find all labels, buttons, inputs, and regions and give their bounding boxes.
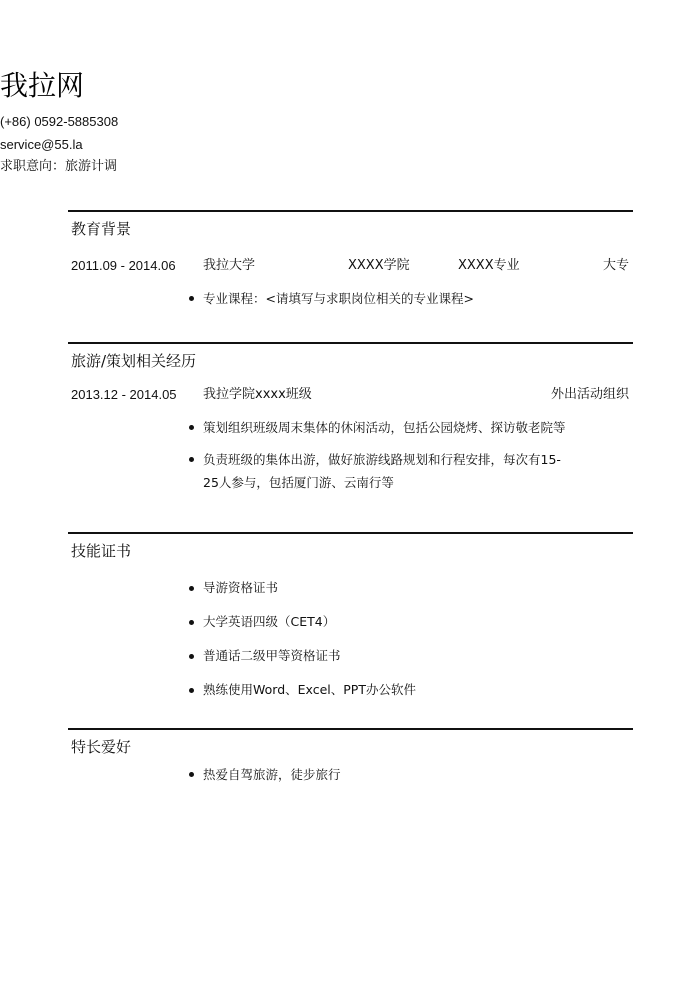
experience-bullets (187, 416, 627, 494)
section-divider (68, 342, 633, 344)
skills-bullets (187, 571, 627, 707)
section-divider (68, 532, 633, 534)
list-item: 大学英语四级（CET4） (187, 605, 627, 639)
email-address: service@55.la (0, 137, 83, 152)
hobbies-section (68, 728, 633, 808)
education-section (68, 210, 633, 330)
candidate-name: 我拉网 (0, 69, 85, 102)
section-divider (68, 210, 633, 212)
list-item: 策划组织班级周末集体的休闲活动，包括公园烧烤、探访敬老院等 (187, 416, 627, 439)
list-item: 专业课程：<请填写与求职岗位相关的专业课程> (187, 287, 627, 310)
education-title: 教育背景 (71, 220, 132, 238)
experience-date: 2013.12 - 2014.05 (71, 387, 177, 402)
list-item: 普通话二级甲等资格证书 (187, 639, 627, 673)
role-title: 外出活动组织 (550, 387, 629, 402)
hobbies-title: 特长爱好 (71, 738, 132, 756)
phone-number: (+86) 0592-5885308 (0, 114, 119, 129)
major-name: XXXX专业 (458, 258, 520, 273)
list-item: 熟练使用Word、Excel、PPT办公软件 (187, 673, 627, 707)
experience-title: 旅游/策划相关经历 (71, 352, 197, 370)
hobbies-bullets (187, 763, 627, 786)
school-name: 我拉大学 (203, 258, 256, 273)
list-item: 导游资格证书 (187, 571, 627, 605)
education-bullets (187, 287, 627, 310)
list-item: 热爱自驾旅游，徒步旅行 (187, 763, 627, 786)
skills-title: 技能证书 (71, 542, 132, 560)
list-item-continuation: 25人参与，包括厦门游、云南行等 (203, 475, 394, 490)
organization-name: 我拉学院xxxx班级 (203, 387, 312, 402)
college-name: XXXX学院 (348, 258, 410, 273)
section-divider (68, 728, 633, 730)
experience-section (68, 342, 633, 522)
education-date: 2011.09 - 2014.06 (71, 258, 176, 273)
degree-level: 大专 (602, 258, 629, 273)
list-item: 负责班级的集体出游，做好旅游线路规划和行程安排，每次有15- (187, 448, 627, 471)
job-intent: 求职意向：旅游计调 (0, 159, 118, 174)
skills-section (68, 532, 633, 712)
